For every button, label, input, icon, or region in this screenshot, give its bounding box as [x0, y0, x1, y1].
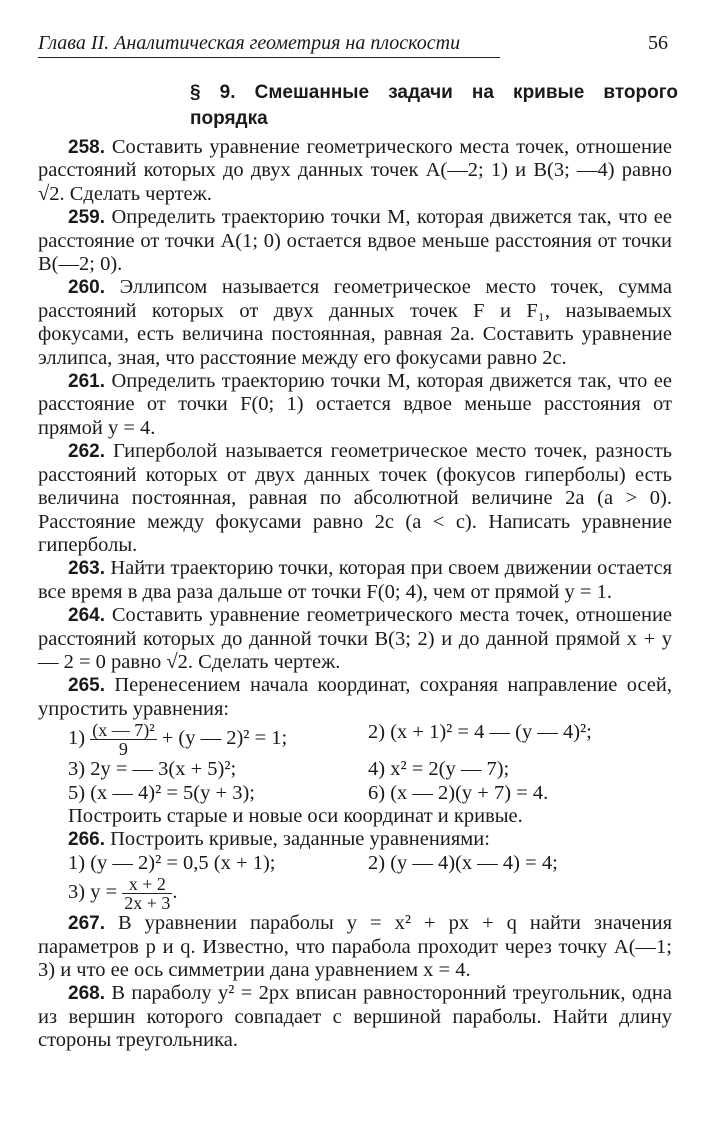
problem-263 — [38, 557, 672, 604]
running-title: Глава II. Аналитическая геометрия на плоскости — [38, 32, 461, 54]
problem-number: 263. — [68, 558, 105, 580]
problem-text: Эллипсом называется геометрическое место точек, сумма расстояний которых от двух данных точек F и F₁, называемых фокусами, есть величина постоянная, равная 2a. Составить уравнение эллипса, зная, что расстояние между его фокусами равно 2c. — [38, 276, 673, 369]
problem-264 — [38, 604, 672, 674]
denominator: 9 — [118, 739, 128, 760]
equation-end: . — [172, 881, 178, 904]
equation-265-3: 3) 2y = — 3(x + 5)²; — [68, 758, 237, 781]
problem-number: 264. — [68, 605, 105, 627]
equation-265-4: 4) x² = 2(y — 7); — [368, 758, 510, 781]
problem-number: 267. — [68, 913, 105, 935]
problem-260 — [38, 276, 672, 370]
problem-text: Составить уравнение геометрического места точек, отношение расстояний которых до данной точки B(3; 2) и до данной прямой x + y — 2 = 0 равно √2. Сделать чертеж. — [38, 604, 673, 673]
problem-261 — [38, 370, 672, 440]
numerator: (x — 7)² — [92, 720, 155, 741]
problem-number: 268. — [68, 983, 105, 1005]
equation-265-6: 6) (x — 2)(y + 7) = 4. — [368, 781, 549, 804]
equation-266-1: 1) (y — 2)² = 0,5 (x + 1); — [68, 851, 276, 874]
problems-body — [38, 136, 672, 1053]
equation-265-2: 2) (x + 1)² = 4 — (y — 4)²; — [368, 721, 592, 744]
section-title: § 9. Смешанные задачи на кривые второго порядка — [190, 82, 678, 129]
equation-265-5: 5) (x — 4)² = 5(y + 3); — [68, 781, 255, 804]
problem-text: Гиперболой называется геометрическое место точек, разность расстояний которых от двух данных точек (фокусов гиперболы) есть величина постоянная, равная по абсолютной величине 2a (a > 0). Расстояние между фокусами равно 2c (a < c). Написать уравнение гиперболы. — [38, 440, 672, 556]
page-header — [38, 30, 678, 58]
problem-number: 258. — [68, 137, 105, 158]
problem-number: 260. — [68, 277, 105, 299]
equation-rest: + (y — 2)² = 1; — [161, 727, 288, 750]
problem-number: 265. — [68, 675, 105, 697]
problem-text: Определить траекторию точки M, которая движется так, что ее расстояние от точки F(0; 1) остается вдвое меньше расстояния от прямой y = 4. — [38, 370, 672, 439]
equation-row — [68, 758, 672, 781]
problem-265 — [38, 674, 672, 721]
denominator: 2x + 3 — [124, 893, 171, 914]
problem-259 — [38, 206, 672, 276]
page-number: 56 — [648, 32, 668, 54]
equation-row — [68, 852, 672, 875]
problem-text: Перенесением начала координат, сохраняя направление осей, упростить уравнения: — [38, 674, 673, 720]
equation-label: 1) — [68, 727, 86, 750]
problem-265-after: Построить старые и новые оси координат и кривые. — [68, 804, 523, 827]
problem-266 — [38, 828, 672, 851]
problem-text: В уравнении параболы y = x² + px + q найти значения параметров p и q. Известно, что парабола проходит через точку A(—1; 3) и что ее ось симметрии дана уравнением x = 4. — [38, 912, 672, 981]
equation-row — [68, 721, 672, 758]
problem-258 — [38, 136, 672, 206]
equation-266-2: 2) (y — 4)(x — 4) = 4; — [368, 851, 558, 874]
problem-text: Составить уравнение геометрического места точек, отношение расстояний которых до двух данных точек A(—2; 1) и B(3; —4) равно √2. Сделать чертеж. — [38, 136, 673, 205]
equation-265-1 — [68, 721, 368, 758]
problem-262 — [38, 440, 672, 557]
fraction — [90, 721, 156, 758]
numerator: x + 2 — [122, 875, 172, 894]
problem-number: 259. — [68, 207, 105, 229]
problem-number: 262. — [68, 441, 105, 463]
problem-text: Построить кривые, заданные уравнениями: — [110, 828, 490, 851]
problem-number: 261. — [68, 371, 105, 393]
problem-267 — [38, 912, 672, 982]
equation-label: 3) y = — [68, 881, 118, 904]
equation-266-3 — [68, 875, 368, 912]
problem-text: Определить траекторию точки M, которая движется так, что ее расстояние от точки A(1; 0) остается вдвое меньше расстояния от точки B(—2; 0). — [38, 206, 672, 276]
problem-268 — [38, 982, 672, 1052]
equation-row — [68, 875, 672, 912]
problem-number: 266. — [68, 829, 105, 851]
header-rule — [38, 57, 500, 58]
problem-text: В параболу y² = 2px вписан равносторонний треугольник, одна из вершин которого совпадает с вершиной параболы. Найти длину стороны треугольника. — [38, 982, 672, 1052]
fraction — [122, 875, 172, 912]
problem-text: Найти траекторию точки, которая при своем движении остается все время в два раза дальше от точки F(0; 4), чем от прямой y = 1. — [38, 557, 672, 603]
equation-row — [68, 782, 672, 805]
